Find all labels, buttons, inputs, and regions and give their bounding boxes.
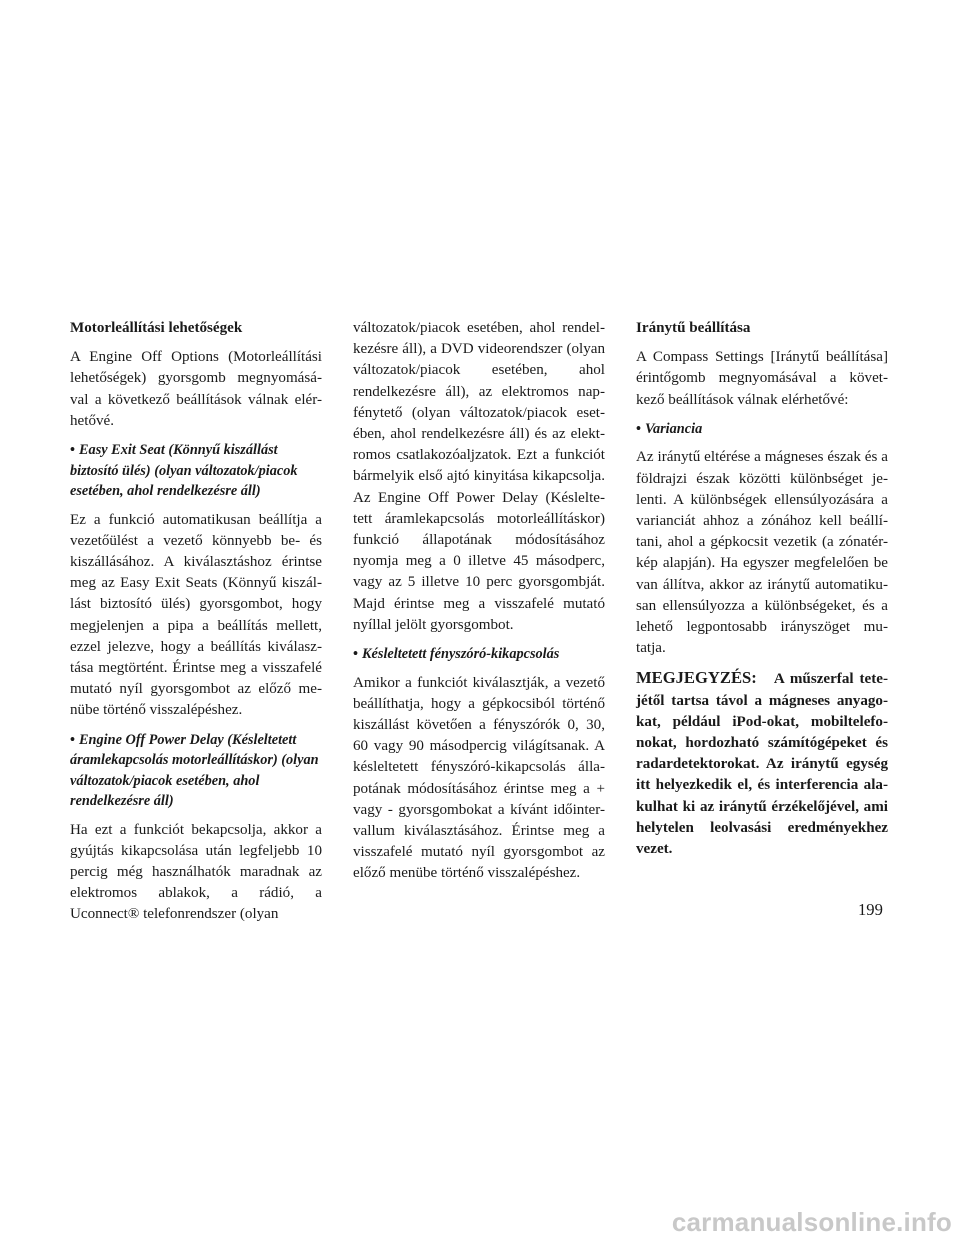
bullet-variance xyxy=(636,419,888,440)
paragraph-intro: A Engine Off Options (Motorleállítási lehetőségek) gyorsgomb megnyomásá-val a következő beállítások válnak elér-hetővé. xyxy=(70,349,322,429)
page-number: 199 xyxy=(858,900,883,919)
paragraph-compass-intro: A Compass Settings [Iránytű beállítása] érintőgomb megnyomásával a követ-kező beállítások válnak elérhetővé: xyxy=(636,349,888,408)
bullet-easy-exit-seat xyxy=(70,440,322,502)
bullet-icon: • xyxy=(636,420,642,437)
paragraph-headlight-delay: Amikor a funkciót kiválasztják, a vezető beállíthatja, hogy a gépkocsiból történő kiszállást követően a fényszórók 0, 30, 60 vagy 90 másodpercig világítsanak. A késleltetett fényszóró-kikapcsolás álla-potának módosításához érintse meg a + vagy - gyorsgombokat a kívánt időinter-vallum kiválasztásához. Érintse meg a visszafelé mutató nyíl gyorsgombot az előző menübe történő visszalépéshez. xyxy=(353,674,605,882)
section-heading-engine-off: Motorleállítási lehetőségek xyxy=(70,320,243,336)
paragraph-power-delay-continued: változatok/piacok esetében, ahol rendel-kezésre áll), a DVD videorendszer (olyan változatok/piacok esetében, ahol rendelkezésre áll), az elektromos nap-fénytető (olyan változatok/piacok eset-ében, ahol rendelkezésre áll) és az elekt-romos csatlakozóaljzatok. Ezt a funkciót bármelyik első ajtó kinyitása kikapcsolja. Az Engine Off Power Delay (Késlelte-tett áramlekapcsolás motorleállításkor) funkció állapotának módosításához nyomja meg a 0 illetve 45 másodperc, vagy az 5 illetve 10 perc gyorsgombját. Majd érintse meg a visszafelé mutató nyíllal jelölt gyorsgombot. xyxy=(353,320,605,633)
note-block xyxy=(636,667,888,860)
note-label: MEGJEGYZÉS: xyxy=(636,668,757,688)
bullet-power-delay xyxy=(70,730,322,812)
bullet-headlight-delay xyxy=(353,644,605,665)
note-text: A műszerfal tete-jétől tartsa távol a mágneses anyago-kat, például iPod-okat, mobiltelefo-nokat, hordozható számítógépeket és radardetektorokat. Az iránytű egység itt helyezkedik el, és interferencia ala-kulhat ki az iránytű érzékelőjével, ami helytelen leolvasási eredményekhez vezet. xyxy=(636,671,888,857)
watermark: carmanualsonline.info xyxy=(671,1207,952,1237)
bullet-icon: • xyxy=(353,646,359,663)
bullet-title: Variancia xyxy=(645,420,703,437)
paragraph-power-delay: Ha ezt a funkciót bekapcsolja, akkor a gyújtás kikapcsolása után legfeljebb 10 percig még használhatók maradnak az elektromos ablakok, a rádió, a Uconnect® telefonrendszer (olyan xyxy=(70,821,322,923)
bullet-icon: • xyxy=(70,731,76,748)
paragraph-easy-exit: Ez a funkció automatikusan beállítja a vezetőülést a vezető könnyebb be- és kiszállásához. A kiválasztáshoz érintse meg az Easy Exit Seats (Könnyű kiszál-lást biztosító ülés) gyorsgombot, hogy megjelenjen a pipa a beállítás mellett, ezzel jelezve, hogy a beállítás kiválasz-tása megtörtént. Érintse meg a visszafelé mutató nyíl gyorsgombot az előző me-nübe történő visszalépéshez. xyxy=(70,511,322,719)
right-column xyxy=(636,318,888,868)
middle-column xyxy=(353,318,605,893)
bullet-title: Easy Exit Seat (Könnyű kiszállást biztosító ülés) (olyan változatok/piacok esetében, ahol rendelkezésre áll) xyxy=(70,442,298,500)
bullet-title: Engine Off Power Delay (Késleltetett áramlekapcsolás motorleállításkor) (olyan változatok/piacok esetében, ahol rendelkezésre áll) xyxy=(70,731,319,810)
bullet-title: Késleltetett fényszóró-kikapcsolás xyxy=(362,646,560,663)
section-heading-compass: Iránytű beállítása xyxy=(636,320,751,336)
bullet-icon: • xyxy=(70,442,76,459)
left-column xyxy=(70,318,322,934)
paragraph-variance: Az iránytű eltérése a mágneses észak és a földrajzi észak közötti különbséget je-lenti. A különbségek ellensúlyozására a varianciát ahhoz a zónához kell beállí-tani, ahol a gépkocsit vezetik (a zónatér-kép alapján). Ha egyszer megfelelően be van állítva, akkor az iránytű automatiku-san ellensúlyozza a különbségeket, és a lehető legpontosabb irányszöget mu-tatja. xyxy=(636,449,888,657)
